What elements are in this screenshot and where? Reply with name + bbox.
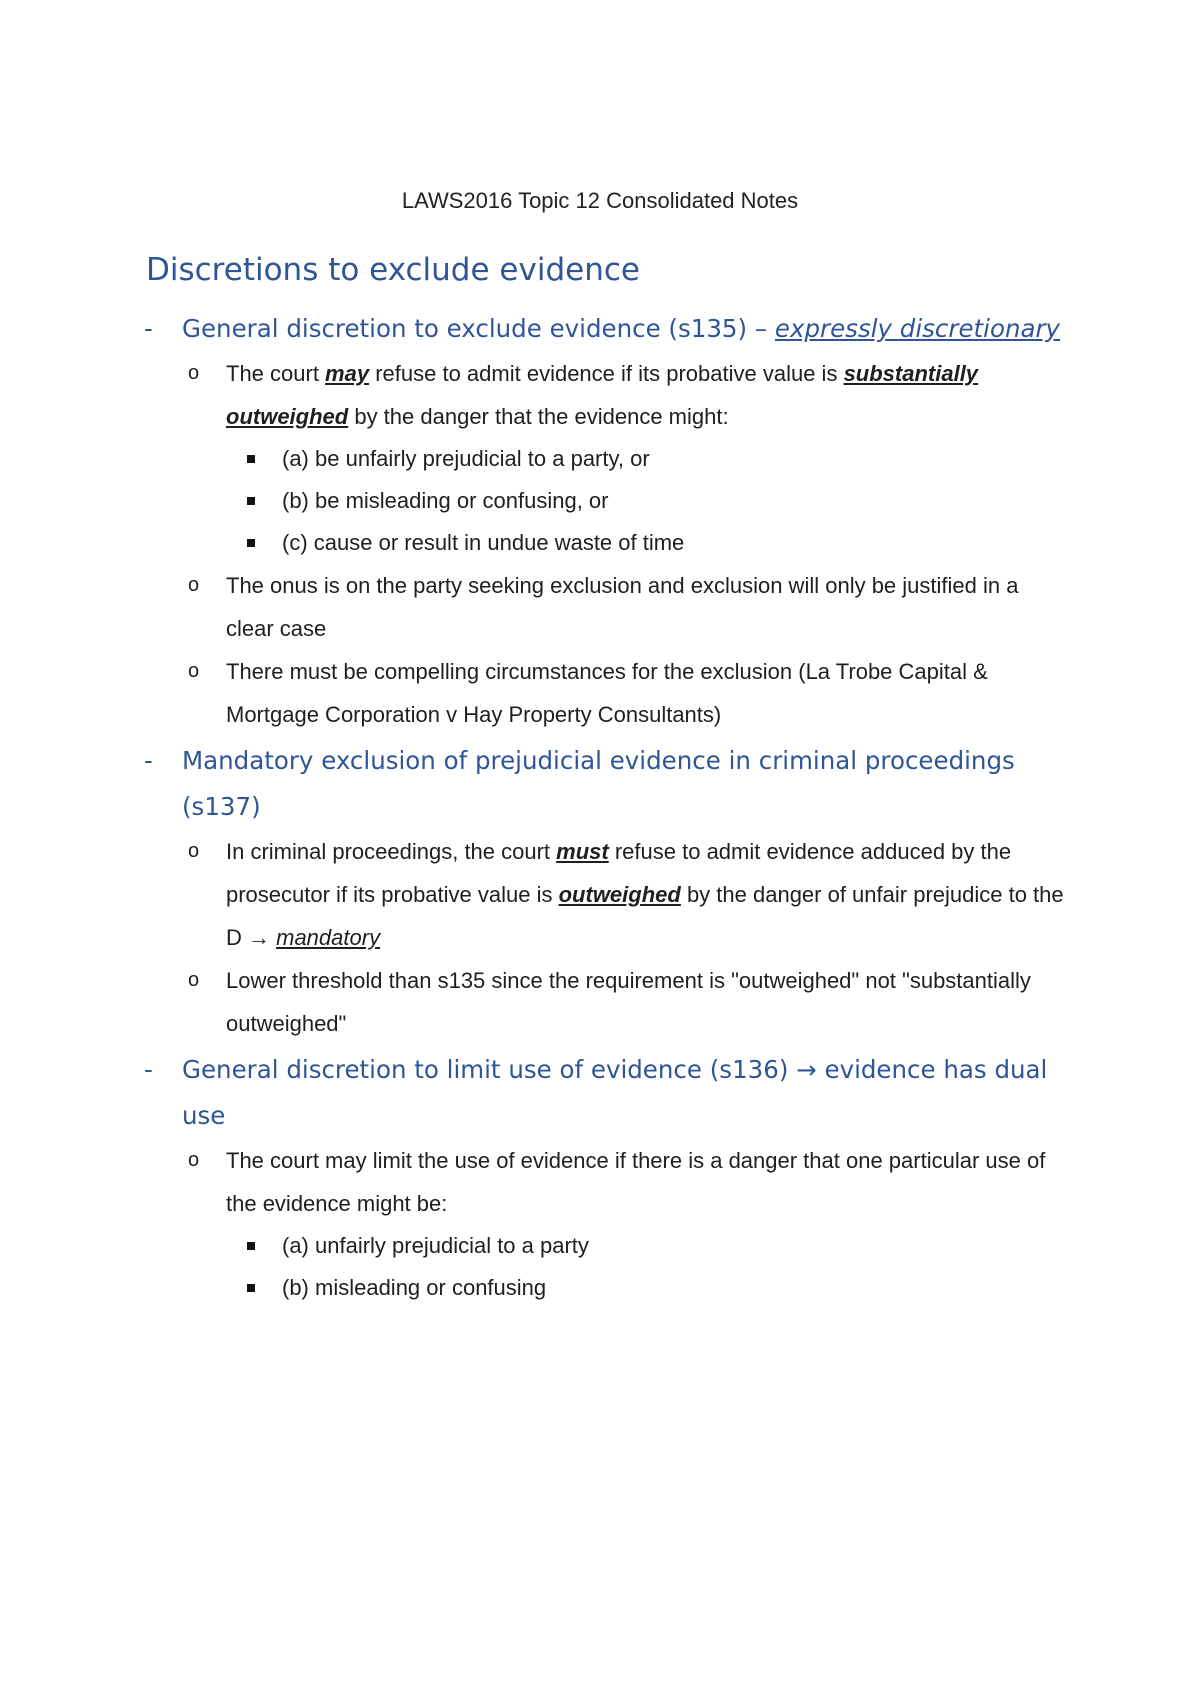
circle-bullet: o [188,362,200,384]
item-text: The court may limit the use of evidence if there is a danger that one particular use of the evidence might be: [226,1148,1046,1216]
text-run: by the danger that the evidence might: [348,404,729,429]
text-run: by the danger of unfair prejudice to the D [226,882,1064,950]
section-heading-emphasis: expressly discretionary [774,314,1061,343]
circle-bullet: o [188,969,200,991]
sub-item-text: (b) misleading or confusing [282,1275,547,1300]
sub-list-item [142,480,1072,522]
section-heading-text: General discretion to exclude evidence (s135) – [182,314,775,343]
text-run: In criminal proceedings, the court [226,839,557,864]
item-text: Lower threshold than s135 since the requirement is "outweighed" not "substantially outweighed" [226,968,1031,1036]
square-bullet [247,1242,255,1250]
emphasis-must: must [556,839,609,864]
sub-item-text: (c) cause or result in undue waste of time [282,530,685,555]
list-item [142,352,1072,438]
square-bullet [247,497,255,505]
text-run: The court [226,361,326,386]
circle-bullet: o [188,660,200,682]
emphasis-mandatory: mandatory [276,925,381,950]
list-item [142,1139,1072,1225]
list-item [142,564,1072,650]
item-text: The onus is on the party seeking exclusion and exclusion will only be justified in a clear case [226,573,1019,641]
sub-list-item [142,1267,1072,1309]
section-heading-s135 [142,306,1072,352]
section-heading-s137 [142,738,1072,830]
document-body [142,306,1072,1309]
text-run: refuse to admit evidence adduced by the prosecutor if its probative value is [226,839,1012,907]
square-bullet [247,455,255,463]
circle-bullet: o [188,840,200,862]
list-item [142,959,1072,1045]
text-run: refuse to admit evidence if its probative value is [369,361,844,386]
emphasis-outweighed: outweighed [558,882,681,907]
document-title: LAWS2016 Topic 12 Consolidated Notes [401,188,799,213]
emphasis-may: may [325,361,370,386]
section-heading-s136 [142,1047,1072,1139]
item-text: There must be compelling circumstances for the exclusion (La Trobe Capital & Mortgage Corporation v Hay Property Consultants) [226,659,988,727]
square-bullet [247,539,255,547]
dash-bullet: - [144,746,153,775]
list-item [142,830,1072,959]
sub-item-text: (a) unfairly prejudicial to a party [282,1233,589,1258]
heading-discretions: Discretions to exclude evidence [146,252,640,288]
section-heading-text: Mandatory exclusion of prejudicial evidence in criminal proceedings (s137) [182,746,1015,821]
circle-bullet: o [188,574,200,596]
circle-bullet: o [188,1149,200,1171]
sub-item-text: (b) be misleading or confusing, or [282,488,609,513]
sub-list-item [142,438,1072,480]
sub-item-text: (a) be unfairly prejudicial to a party, or [282,446,650,471]
emphasis-substantially-outweighed: substantially outweighed [226,361,979,429]
square-bullet [247,1284,255,1292]
dash-bullet: - [144,314,153,343]
sub-list-item [142,522,1072,564]
section-heading-text: General discretion to limit use of evidence (s136) → evidence has dual use [182,1055,1048,1130]
arrow-icon: → [248,925,270,950]
sub-list-item [142,1225,1072,1267]
list-item [142,650,1072,736]
dash-bullet: - [144,1055,153,1084]
